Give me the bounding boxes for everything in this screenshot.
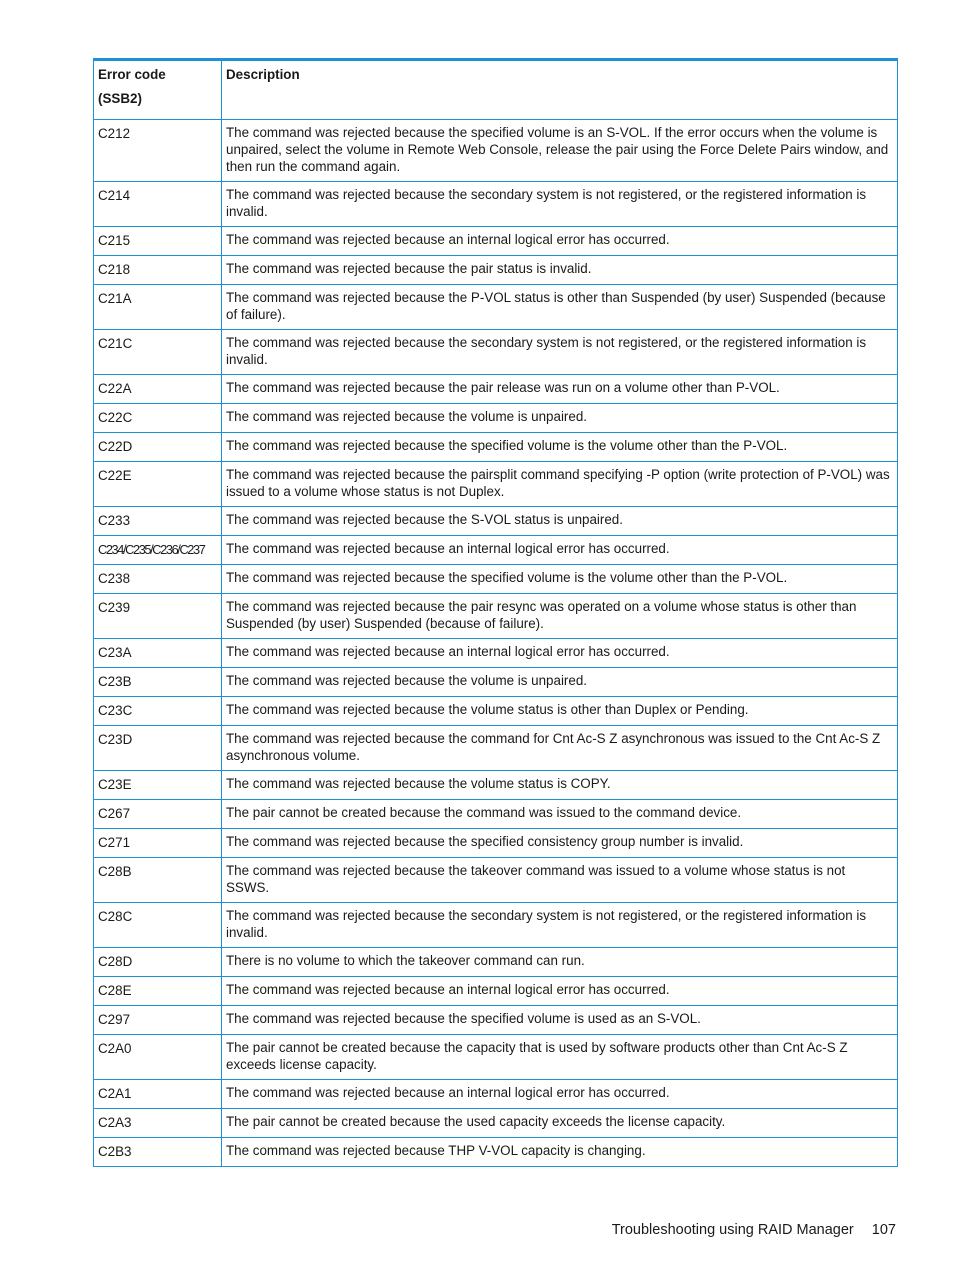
table-row xyxy=(94,977,898,1006)
description-cell: The command was rejected because the specified volume is used as an S-VOL. xyxy=(222,1006,898,1035)
table-row xyxy=(94,639,898,668)
description-cell: The command was rejected because the specified volume is the volume other than the P-VOL. xyxy=(222,433,898,462)
table-row xyxy=(94,404,898,433)
description-cell: The command was rejected because the pair release was run on a volume other than P-VOL. xyxy=(222,375,898,404)
error-code-cell: C21C xyxy=(94,330,222,375)
description-cell: The command was rejected because the command for Cnt Ac-S Z asynchronous was issued to the Cnt Ac-S Z asynchronous volume. xyxy=(222,726,898,771)
error-code-cell: C2A3 xyxy=(94,1109,222,1138)
description-cell: The command was rejected because an internal logical error has occurred. xyxy=(222,1080,898,1109)
table-row xyxy=(94,668,898,697)
table-row xyxy=(94,1006,898,1035)
table-row xyxy=(94,120,898,182)
error-code-cell: C2A0 xyxy=(94,1035,222,1080)
footer-page-number: 107 xyxy=(871,1222,896,1238)
table-row xyxy=(94,858,898,903)
description-cell: The command was rejected because THP V-VOL capacity is changing. xyxy=(222,1138,898,1167)
table-row xyxy=(94,697,898,726)
footer-section-title: Troubleshooting using RAID Manager xyxy=(611,1222,854,1238)
error-code-cell: C23E xyxy=(94,771,222,800)
description-cell: The command was rejected because the volume is unpaired. xyxy=(222,668,898,697)
description-cell: The command was rejected because the volume status is other than Duplex or Pending. xyxy=(222,697,898,726)
table-row xyxy=(94,771,898,800)
table-row xyxy=(94,227,898,256)
table-row xyxy=(94,565,898,594)
error-code-table xyxy=(93,58,898,1167)
description-cell: The command was rejected because the pair resync was operated on a volume whose status is other than Suspended (by user) Suspended (because of failure). xyxy=(222,594,898,639)
error-code-cell: C239 xyxy=(94,594,222,639)
table-row xyxy=(94,462,898,507)
description-cell: There is no volume to which the takeover command can run. xyxy=(222,948,898,977)
error-code-cell: C2B3 xyxy=(94,1138,222,1167)
table-row xyxy=(94,800,898,829)
error-code-cell: C2A1 xyxy=(94,1080,222,1109)
error-code-cell: C215 xyxy=(94,227,222,256)
error-code-cell: C234/C235/C236/C237 xyxy=(94,536,222,565)
table-row xyxy=(94,285,898,330)
description-cell: The command was rejected because the P-VOL status is other than Suspended (by user) Suspended (because of failure). xyxy=(222,285,898,330)
description-cell: The command was rejected because the volume is unpaired. xyxy=(222,404,898,433)
description-cell: The command was rejected because the takeover command was issued to a volume whose status is not SSWS. xyxy=(222,858,898,903)
description-cell: The command was rejected because the secondary system is not registered, or the registered information is invalid. xyxy=(222,330,898,375)
table-row xyxy=(94,507,898,536)
table-row xyxy=(94,536,898,565)
description-cell: The command was rejected because an internal logical error has occurred. xyxy=(222,227,898,256)
error-code-cell: C214 xyxy=(94,182,222,227)
table-row xyxy=(94,903,898,948)
table-row xyxy=(94,375,898,404)
description-cell: The command was rejected because the volume status is COPY. xyxy=(222,771,898,800)
description-cell: The command was rejected because the S-VOL status is unpaired. xyxy=(222,507,898,536)
error-code-cell: C28B xyxy=(94,858,222,903)
error-code-cell: C22C xyxy=(94,404,222,433)
description-cell: The pair cannot be created because the capacity that is used by software products other than Cnt Ac-S Z exceeds license capacity. xyxy=(222,1035,898,1080)
error-code-cell: C23D xyxy=(94,726,222,771)
description-cell: The command was rejected because the specified volume is the volume other than the P-VOL. xyxy=(222,565,898,594)
table-body xyxy=(94,120,898,1167)
error-code-cell: C22D xyxy=(94,433,222,462)
description-cell: The command was rejected because an internal logical error has occurred. xyxy=(222,536,898,565)
table-row xyxy=(94,433,898,462)
error-code-cell: C233 xyxy=(94,507,222,536)
error-code-cell: C22E xyxy=(94,462,222,507)
error-code-cell: C238 xyxy=(94,565,222,594)
header-error-code-line1: Error code xyxy=(98,67,166,82)
description-cell: The command was rejected because an internal logical error has occurred. xyxy=(222,977,898,1006)
error-code-cell: C23A xyxy=(94,639,222,668)
table-row xyxy=(94,182,898,227)
table-row xyxy=(94,594,898,639)
header-description: Description xyxy=(222,60,898,120)
table-row xyxy=(94,1080,898,1109)
error-code-cell: C28C xyxy=(94,903,222,948)
table-row xyxy=(94,1035,898,1080)
header-error-code xyxy=(94,60,222,120)
description-cell: The command was rejected because the specified consistency group number is invalid. xyxy=(222,829,898,858)
error-code-cell: C23C xyxy=(94,697,222,726)
description-cell: The pair cannot be created because the command was issued to the command device. xyxy=(222,800,898,829)
error-code-cell: C297 xyxy=(94,1006,222,1035)
error-code-cell: C21A xyxy=(94,285,222,330)
header-error-code-line2: (SSB2) xyxy=(98,91,142,106)
error-code-cell: C28E xyxy=(94,977,222,1006)
description-cell: The command was rejected because the specified volume is an S-VOL. If the error occurs when the volume is unpaired, select the volume in Remote Web Console, release the pair using the Force Delete Pairs window, and then run the command again. xyxy=(222,120,898,182)
description-cell: The command was rejected because an internal logical error has occurred. xyxy=(222,639,898,668)
description-cell: The command was rejected because the secondary system is not registered, or the registered information is invalid. xyxy=(222,182,898,227)
table-row xyxy=(94,1109,898,1138)
description-cell: The command was rejected because the pairsplit command specifying -P option (write protection of P-VOL) was issued to a volume whose status is not Duplex. xyxy=(222,462,898,507)
description-cell: The command was rejected because the secondary system is not registered, or the registered information is invalid. xyxy=(222,903,898,948)
description-cell: The command was rejected because the pair status is invalid. xyxy=(222,256,898,285)
table-header-row xyxy=(94,60,898,120)
error-code-cell: C22A xyxy=(94,375,222,404)
error-code-cell: C212 xyxy=(94,120,222,182)
table-row xyxy=(94,256,898,285)
error-code-cell: C267 xyxy=(94,800,222,829)
table-row xyxy=(94,829,898,858)
table-row xyxy=(94,948,898,977)
error-code-cell: C23B xyxy=(94,668,222,697)
table-row xyxy=(94,1138,898,1167)
description-cell: The pair cannot be created because the used capacity exceeds the license capacity. xyxy=(222,1109,898,1138)
table-row xyxy=(94,330,898,375)
error-code-table-container xyxy=(93,58,897,1167)
table-row xyxy=(94,726,898,771)
error-code-cell: C271 xyxy=(94,829,222,858)
error-code-cell: C218 xyxy=(94,256,222,285)
error-code-cell: C28D xyxy=(94,948,222,977)
page-footer xyxy=(612,1222,896,1238)
